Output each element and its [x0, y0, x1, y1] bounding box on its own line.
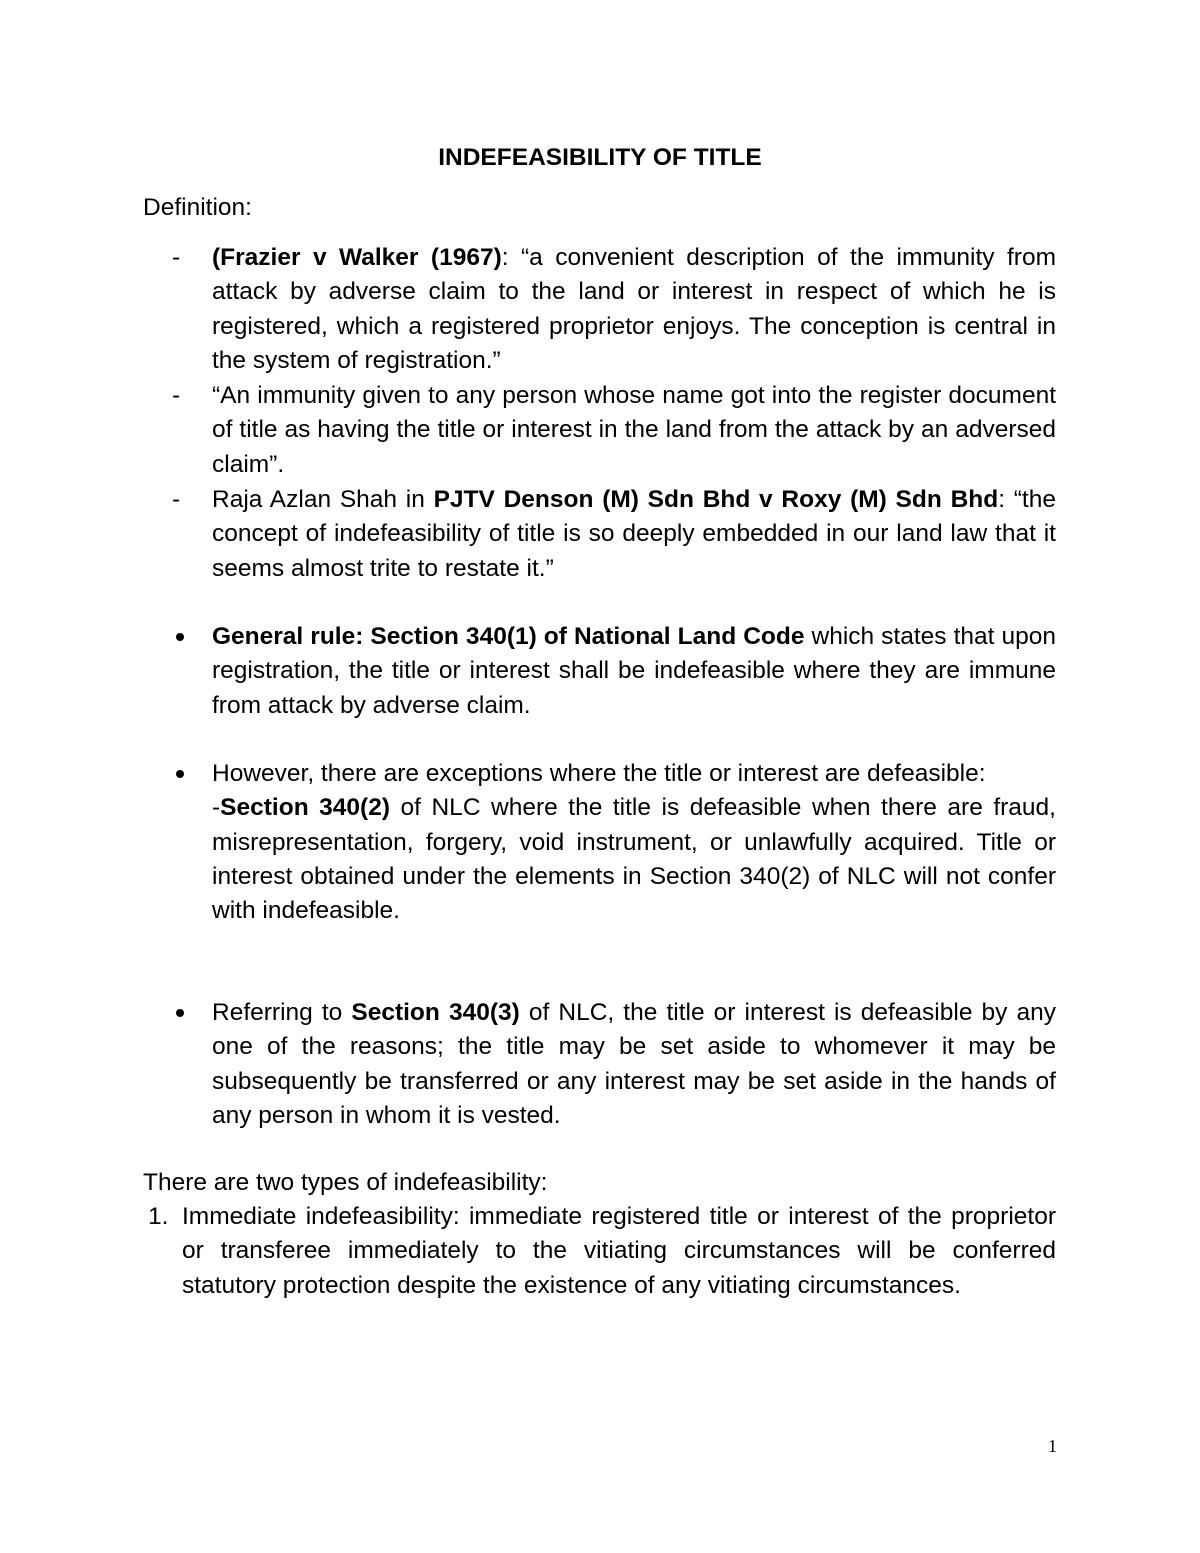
case-citation: PJTV Denson (M) Sdn Bhd v Roxy (M) Sdn Bhd — [433, 486, 999, 513]
rule-heading: General rule: Section 340(1) of National Land Code — [212, 623, 805, 650]
bullet-item — [212, 757, 1056, 928]
definition-item — [212, 241, 1056, 378]
bullet-icon — [176, 633, 184, 641]
definition-item — [212, 379, 1056, 482]
numbered-item-text: Immediate indefeasibility: immediate registered title or interest of the proprietor or transferee immediately to the vitiating circumstances will be conferred statutory protection despite the existence of any vitiating circumstances. — [182, 1203, 1056, 1299]
dash-marker: - — [172, 244, 181, 271]
document-title: INDEFEASIBILITY OF TITLE — [438, 144, 762, 171]
types-intro: There are two types of indefeasibility: — [143, 1169, 548, 1196]
dash-marker: - — [172, 486, 181, 513]
case-citation: (Frazier v Walker (1967) — [212, 244, 502, 271]
bullet-text: of NLC, the title or interest is defeasible by any one of the reasons; the title may be set aside to whomever it may be subsequently be transferred or any interest may be set aside in the hands of any person in whom it is vested. — [212, 999, 1056, 1129]
bullet-icon — [176, 770, 184, 778]
definition-text: : “a convenient description of the immunity from attack by adverse claim to the land or interest in respect of which he is registered, which a registered proprietor enjoys. The conception is central in the system of registration.” — [212, 244, 1056, 374]
numbered-item — [182, 1200, 1056, 1303]
definition-lead: Raja Azlan Shah in — [212, 486, 434, 513]
definition-text: : “the concept of indefeasibility of title is so deeply embedded in our land law that it seems almost trite to restate it.” — [212, 486, 1056, 582]
definition-text: “An immunity given to any person whose name got into the register document of title as having the title or interest in the land from the attack by an adversed claim”. — [212, 382, 1056, 478]
bullet-text: which states that upon registration, the title or interest shall be indefeasible where they are immune from attack by adverse claim. — [212, 623, 1056, 719]
bullet-text: However, there are exceptions where the title or interest are defeasible: — [212, 760, 986, 787]
section-reference: Section 340(3) — [351, 999, 520, 1026]
page-number: 1 — [1048, 1436, 1057, 1456]
section-reference: Section 340(2) — [220, 794, 391, 822]
bullet-item — [212, 996, 1056, 1133]
bullet-icon — [176, 1009, 184, 1017]
sub-text: of NLC where the title is defeasible when there are fraud, misrepresentation, forgery, void instrument, or unlawfully acquired. Title or interest obtained under the elements in Section 340(2) of NLC will not confer with indefeasible. — [212, 794, 1056, 925]
sub-dash: - — [212, 794, 221, 822]
dash-marker: - — [172, 382, 181, 409]
bullet-item — [212, 620, 1056, 723]
bullet-lead: Referring to — [212, 999, 352, 1026]
list-number: 1. — [148, 1203, 169, 1230]
definition-item — [212, 483, 1056, 586]
definition-label: Definition: — [143, 194, 252, 221]
